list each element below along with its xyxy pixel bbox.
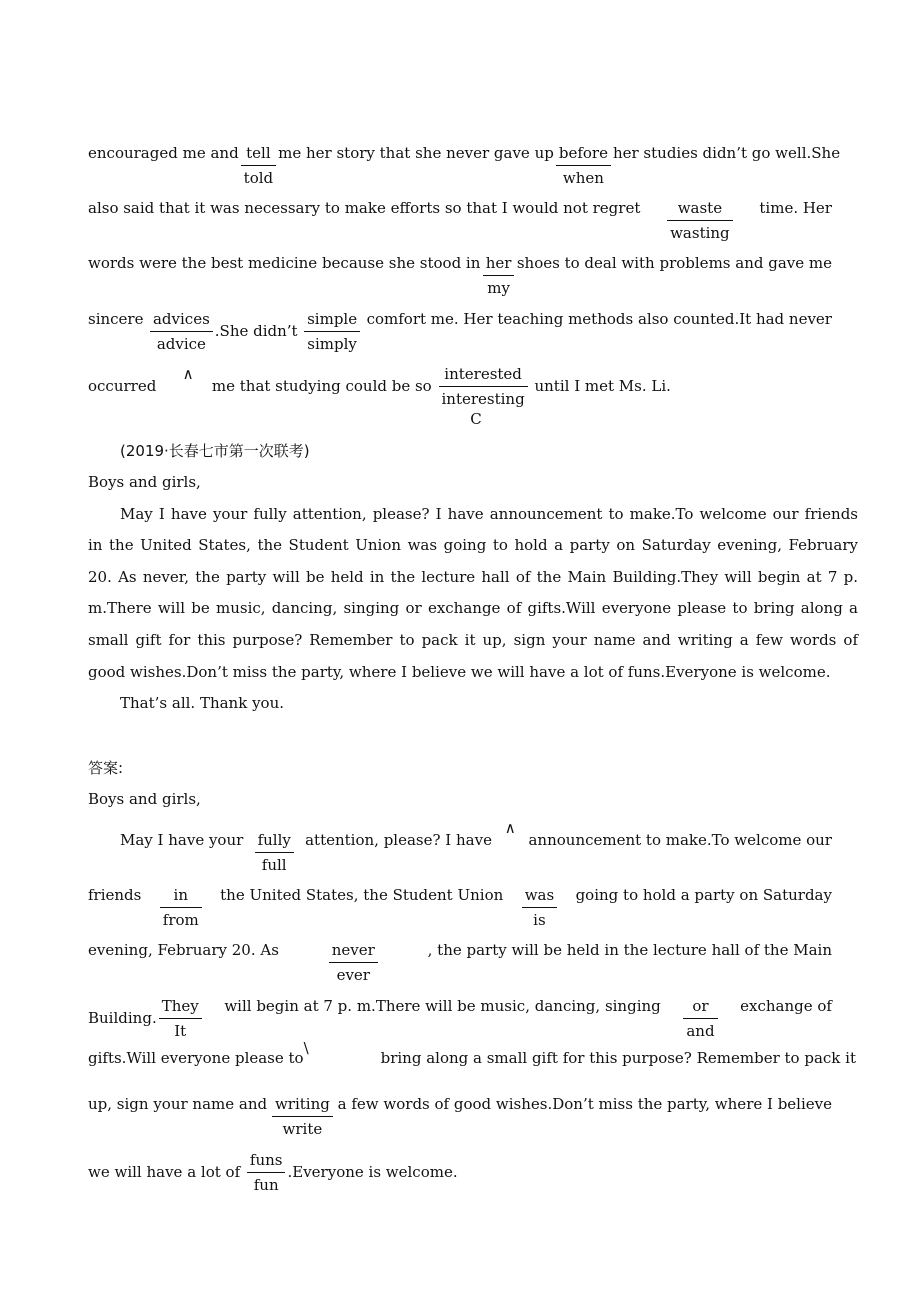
wrong-word: was	[522, 886, 557, 908]
text-run: her studies didn’t go well.She	[612, 144, 841, 162]
wrong-word: waste	[667, 199, 733, 221]
correct-word: advice	[156, 335, 206, 353]
text-run: .She didn’t	[214, 322, 298, 340]
correct-word: and	[686, 1022, 715, 1040]
text-line	[88, 886, 832, 930]
insertion-mark: ∧	[504, 819, 516, 837]
correct-word: when	[562, 169, 604, 187]
text-run: shoes to deal with problems and gave me	[516, 254, 832, 272]
wrong-word: before	[556, 144, 611, 166]
correct-word: wasting	[670, 224, 730, 242]
text-run: evening, February 20. As	[88, 941, 279, 959]
correct-word: my	[487, 279, 510, 297]
correction-fraction	[148, 310, 215, 354]
text-line	[88, 199, 832, 243]
text-run: also said that it was necessary to make efforts so that I would not regret	[88, 199, 641, 217]
text-line	[88, 1095, 832, 1139]
wrong-word: tell	[241, 144, 276, 166]
correction-fraction	[681, 997, 719, 1041]
wrong-word: advices	[150, 310, 213, 332]
text-run: , the party will be held in the lecture hall of the Main	[427, 941, 832, 959]
section-letter: C	[470, 410, 482, 428]
wrong-word: or	[683, 997, 717, 1019]
text-line	[88, 1039, 856, 1067]
wrong-word: simple	[304, 310, 360, 332]
wrong-word: her	[483, 254, 515, 276]
text-run: until I met Ms. Li.	[534, 377, 671, 395]
correction-fraction	[481, 254, 517, 298]
text-run: exchange of	[740, 997, 832, 1015]
text-run: up, sign your name and	[88, 1095, 268, 1113]
text-line	[120, 819, 832, 875]
text-run: gifts.Will everyone please to	[88, 1049, 304, 1067]
text-run: a few words of good wishes.Don’t miss the party, where I believe	[337, 1095, 832, 1113]
correct-word: is	[533, 911, 546, 929]
correct-word: simply	[307, 335, 357, 353]
passage-closing-text: That’s all. Thank you.	[120, 694, 285, 713]
text-line	[88, 941, 832, 985]
passage	[88, 467, 858, 720]
wrong-word: fully	[255, 831, 294, 853]
text-run: comfort me. Her teaching methods also counted.It had never	[366, 310, 832, 328]
text-run: words were the best medicine because she stood in	[88, 254, 481, 272]
correction-fraction	[270, 1095, 335, 1139]
passage-body-text: May I have your fully attention, please? I have announcement to make.To welcome our friends in the United States, the Student Union was going to hold a party on Saturday evening, February 20. As never, the party will be held in the lecture hall of the Main Building.They will begin at 7 p. m.There will be music, dancing, singing or exchange of gifts.Will everyone please to bring along a small gift for this purpose? Remember to pack it up, sign your name and writing a few words of good wishes.Don’t miss the party, where I believe we will have a lot of funs.Everyone is welcome.	[88, 504, 858, 681]
answer-label: 答案:	[88, 759, 124, 777]
passage-body	[88, 499, 858, 689]
text-run: .Everyone is welcome.	[287, 1163, 458, 1181]
correction-fraction	[158, 886, 204, 930]
text-run: time. Her	[759, 199, 832, 217]
text-line	[88, 254, 832, 298]
correct-word: fun	[253, 1176, 279, 1194]
text-run: will begin at 7 p. m.There will be music, dancing, singing	[224, 997, 661, 1015]
text-line	[88, 1151, 458, 1195]
correction-fraction	[157, 997, 204, 1041]
correct-word: ever	[336, 966, 370, 984]
passage-greeting: Boys and girls,	[88, 473, 201, 491]
wrong-word: in	[160, 886, 202, 908]
text-run: going to hold a party on Saturday	[575, 886, 832, 904]
text-run: me that studying could be so	[211, 377, 432, 395]
correction-fraction	[327, 941, 380, 985]
correction-fraction	[437, 365, 530, 409]
correction-fraction	[520, 886, 559, 930]
answer-greeting: Boys and girls,	[88, 790, 201, 808]
text-run: sincere	[88, 310, 144, 328]
correct-word: told	[243, 169, 274, 187]
passage-closing	[88, 688, 858, 720]
correction-fraction	[554, 144, 613, 188]
correction-fraction	[245, 1151, 288, 1195]
text-line	[88, 310, 832, 354]
deletion-mark: \	[303, 1039, 309, 1057]
text-run: announcement to make.To welcome our	[528, 831, 832, 849]
text-line	[88, 144, 841, 188]
text-run: Building.	[88, 1009, 157, 1027]
wrong-word: funs	[247, 1151, 286, 1173]
correct-word: It	[174, 1022, 187, 1040]
correct-word: write	[282, 1120, 323, 1138]
correction-fraction	[665, 199, 735, 243]
wrong-word: They	[159, 997, 202, 1019]
text-run: May I have your	[120, 831, 244, 849]
source-note: (2019·长春七市第一次联考)	[120, 442, 310, 460]
wrong-word: writing	[272, 1095, 333, 1117]
text-run: the United States, the Student Union	[220, 886, 504, 904]
insertion-mark: ∧	[182, 365, 194, 383]
correct-word: interesting	[441, 390, 525, 408]
text-run: encouraged me and	[88, 144, 239, 162]
correction-fraction	[302, 310, 362, 354]
text-run: we will have a lot of	[88, 1163, 241, 1181]
correct-word: from	[162, 911, 199, 929]
text-line	[88, 365, 671, 409]
correction-fraction	[253, 831, 296, 875]
text-line	[88, 997, 832, 1041]
text-run: attention, please? I have	[305, 831, 492, 849]
wrong-word: never	[329, 941, 378, 963]
text-run: bring along a small gift for this purpose? Remember to pack it	[380, 1049, 856, 1067]
text-run: occurred	[88, 377, 157, 395]
wrong-word: interested	[439, 365, 528, 387]
correction-fraction	[239, 144, 278, 188]
text-run: me her story that she never gave up	[278, 144, 554, 162]
correct-word: full	[261, 856, 287, 874]
text-run: friends	[88, 886, 142, 904]
